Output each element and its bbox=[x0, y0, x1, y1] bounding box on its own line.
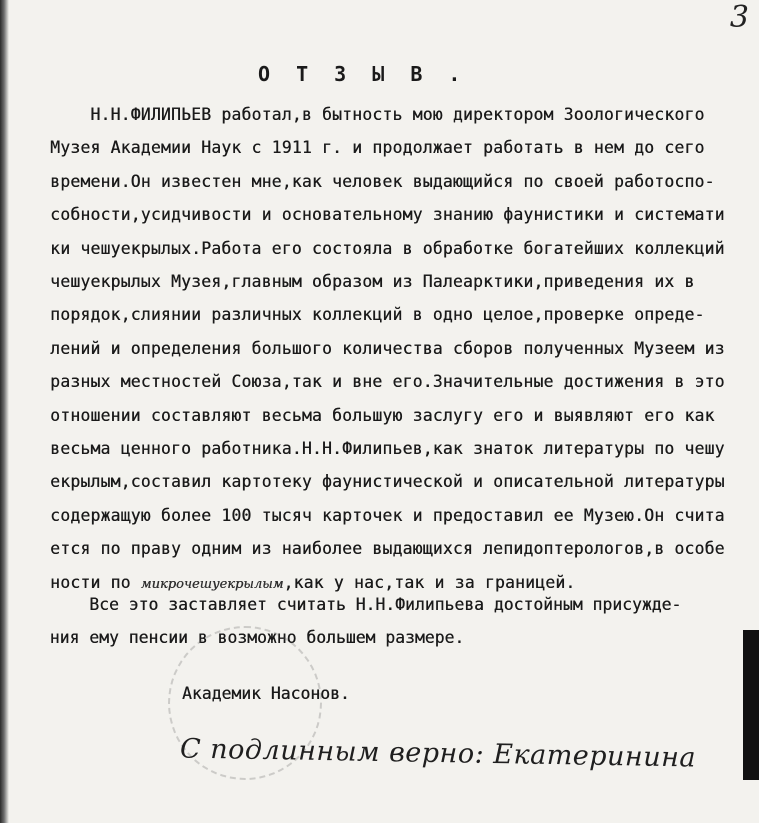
body-line: содержащую более 100 тысяч карточек и предоставил ее Музею.Он счита bbox=[30, 505, 725, 525]
body-line: ется по праву одним из наиболее выдающихся лепидоптерологов,в особе bbox=[30, 539, 725, 559]
body-line: весьма ценного работника.Н.Н.Филипьев,как знаток литературы по чешу bbox=[30, 439, 725, 459]
body-line: екрылым,составил картотеку фаунистической и описательной литературы bbox=[30, 472, 725, 492]
page-number: 3 bbox=[729, 0, 749, 35]
scan-left-edge bbox=[0, 0, 9, 823]
closing-line: ния ему пенсии в возможно большем размере. bbox=[30, 628, 465, 648]
closing-paragraph bbox=[30, 588, 735, 655]
review-body bbox=[30, 98, 735, 601]
body-line: Музея Академии Наук с 1911 г. и продолжает работать в нем до сего bbox=[30, 138, 705, 158]
closing-line: Все это заставляет считать Н.Н.Филипьева достойным присужде- bbox=[30, 595, 682, 614]
body-line: ки чешуекрылых.Работа его состояла в обработке богатейших коллекций bbox=[30, 238, 725, 258]
body-line: Н.Н.ФИЛИПЬЕВ работал,в бытность мою директором Зоологического bbox=[30, 105, 705, 124]
handwritten-insert: микрочешуекрылым bbox=[140, 576, 284, 592]
body-line: разных местностей Союза,так и вне его.Значительные достижения в это bbox=[30, 372, 725, 392]
body-line: отношении составляют весьма большую заслугу его и выявляют его как bbox=[30, 405, 715, 425]
handwritten-certification: С подлинным верно: Екатеринина bbox=[179, 733, 697, 774]
document-title: О Т З Ы В . bbox=[258, 62, 468, 86]
body-line: порядок,слиянии различных коллекций в одно целое,проверке опреде- bbox=[30, 305, 705, 325]
signature-line: Академик Насонов. bbox=[182, 684, 350, 703]
line-insert-after: ,как у нас,так и за границей. bbox=[283, 572, 576, 592]
body-line: собности,усидчивости и основательному знанию фаунистики и системати bbox=[30, 205, 725, 225]
scan-right-edge bbox=[743, 630, 759, 780]
body-line: времени.Он известен мне,как человек выдающийся по своей работоспо- bbox=[30, 171, 715, 191]
body-line: чешуекрылых Музея,главным образом из Палеарктики,приведения их в bbox=[30, 272, 695, 292]
line-insert-before: ности по bbox=[30, 572, 141, 592]
body-line: лений и определения большого количества сборов полученных Музеем из bbox=[30, 338, 725, 358]
